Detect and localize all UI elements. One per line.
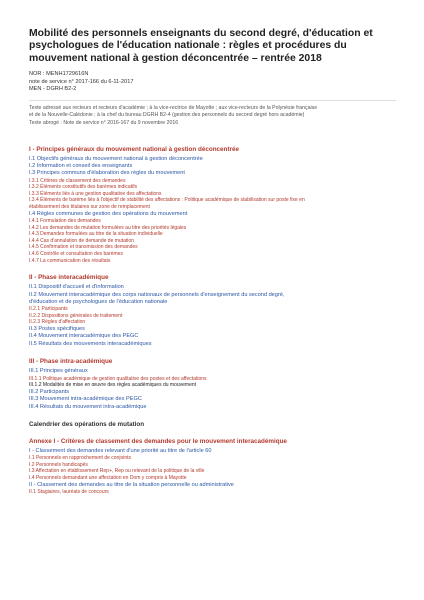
toc-sublink[interactable]: I.4.5 Confirmation et transmission des demandes bbox=[29, 244, 138, 251]
toc-sublink[interactable]: I.4.3 Demandes formulées au titre de la situation individuelle bbox=[29, 231, 163, 238]
spacer bbox=[29, 128, 396, 136]
document-meta bbox=[29, 71, 396, 94]
toc-link[interactable]: I.4 Règles communes de gestion des opérations du mouvement bbox=[29, 210, 188, 217]
section-item-list bbox=[29, 156, 396, 265]
toc-link[interactable]: II.2 Mouvement interacadémique des corps nationaux de personnels d'enseignement du second degré, bbox=[29, 291, 285, 298]
toc-sublink[interactable]: I.4 Personnels demandant une affectation en Dom y compris à Mayotte bbox=[29, 475, 187, 482]
toc-link[interactable]: III.2 Participants bbox=[29, 388, 70, 395]
toc-sublink[interactable]: II.2.1 Participants bbox=[29, 306, 68, 313]
document-intro bbox=[29, 105, 396, 128]
section-heading[interactable]: III - Phase intra-académique bbox=[29, 358, 113, 366]
toc-link[interactable]: II - Classement des demandes au titre de la situation personnelle ou administrative bbox=[29, 481, 234, 488]
toc-sublink[interactable]: I.3 Affectation en établissement Rep+, Rep ou relevant de la politique de la ville bbox=[29, 468, 205, 475]
section-item-list bbox=[29, 448, 396, 496]
toc-sublink[interactable]: I.3.2 Éléments constitutifs des barèmes indicatifs bbox=[29, 184, 138, 191]
toc-link[interactable]: I.3 Principes communs d'élaboration des règles du mouvement bbox=[29, 170, 185, 177]
toc-sublink[interactable]: I.2 Personnels handicapés bbox=[29, 461, 88, 468]
toc-sublink[interactable]: III.1.2 Modalités de mise en œuvre des règles académiques du mouvement bbox=[29, 382, 197, 389]
toc-sublink[interactable]: II.2.2 Dispositions générales de traitement bbox=[29, 312, 123, 319]
nor-reference: NOR : MENH1729616N bbox=[29, 70, 89, 77]
issuer-reference: MEN - DGRH B2-2 bbox=[29, 86, 77, 93]
toc-sublink[interactable]: I.4.6 Contrôle et consultation des barèmes bbox=[29, 250, 123, 257]
toc-link[interactable]: III.1 Principes généraux bbox=[29, 368, 88, 375]
toc-link[interactable]: III.4 Résultats du mouvement intra-académique bbox=[29, 403, 147, 410]
toc-link[interactable]: II.4 Mouvement interacadémique des PEGC bbox=[29, 333, 139, 340]
toc-link[interactable]: I.2 Information et conseil des enseignants bbox=[29, 162, 133, 169]
toc-sublink[interactable]: I.3.3 Éléments liés à une gestion qualitative des affectations bbox=[29, 190, 162, 197]
toc-link[interactable]: I - Classement des demandes relevant d'une priorité au titre de l'article 60 bbox=[29, 447, 212, 454]
toc-sublink[interactable]: I.4.4 Cas d'annulation de demande de mutation bbox=[29, 237, 134, 244]
note-reference: note de service n° 2017-166 du 6-11-2017 bbox=[29, 78, 134, 85]
toc-sublink[interactable]: I.3.1 Critères de classement des demandes bbox=[29, 177, 126, 184]
toc-sublink[interactable]: I.4.2 Les demandes de mutation formulées au titre des priorités légales bbox=[29, 224, 187, 231]
toc-sublink[interactable]: I.1 Personnels en rapprochement de conjoints bbox=[29, 455, 132, 462]
section-heading[interactable]: I - Principes généraux du mouvement national à gestion déconcentrée bbox=[29, 145, 239, 153]
header-divider bbox=[29, 100, 396, 101]
toc-sublink[interactable]: I.4.7 La communication des résultats bbox=[29, 257, 111, 264]
toc-sublink[interactable]: II.1 Stagiaires, lauréats de concours bbox=[29, 489, 109, 496]
intro-line: et de la Nouvelle-Calédonie ; à la chef du bureau DGRH B2-4 (gestion des personnels du second degré hors académie) bbox=[29, 112, 305, 119]
toc-sublink[interactable]: I.3.4 Éléments de barème liés à l'objectif de stabilité des affectations : Politique académique de stabilisation sur poste fixe en bbox=[29, 197, 305, 204]
section-item-list bbox=[29, 284, 396, 348]
toc-link[interactable]: d'éducation et de psychologues de l'éducation nationale bbox=[29, 298, 168, 305]
toc-sublink[interactable]: II.2.3 Règles d'affectation bbox=[29, 319, 86, 326]
toc-link[interactable]: II.1 Dispositif d'accueil et d'information bbox=[29, 284, 124, 291]
toc-link[interactable]: III.3 Mouvement intra-académique des PEGC bbox=[29, 396, 142, 403]
intro-line: Texte adressé aux recteurs et recteurs d'académie ; à la vice-rectrice de Mayotte ; aux vice-recteurs de la Polynésie française bbox=[29, 104, 318, 111]
toc-link[interactable]: I.1 Objectifs généraux du mouvement national à gestion déconcentrée bbox=[29, 155, 203, 162]
document-title: Mobilité des personnels enseignants du second degré, d'éducation et psychologues de l'éducation nationale : règles et procédures du mouvement national à gestion déconcentrée – rentrée 2018 bbox=[29, 28, 373, 64]
section-heading[interactable]: Annexe I - Critères de classement des demandes pour le mouvement interacadémique bbox=[29, 437, 287, 445]
toc-sublink[interactable]: établissement des titulaires sur zone de remplacement bbox=[29, 204, 150, 211]
toc-link[interactable]: II.3 Postes spécifiques bbox=[29, 326, 85, 333]
section-heading[interactable]: Calendrier des opérations de mutation bbox=[29, 420, 145, 428]
toc-sublink[interactable]: I.4.1 Formulation des demandes bbox=[29, 218, 101, 225]
table-of-contents bbox=[29, 146, 396, 496]
toc-sublink[interactable]: III.1.1 Politique académique de gestion qualitative des postes et des affectations bbox=[29, 375, 207, 382]
intro-line: Texte abrogé : Note de service n° 2016-167 du 9 novembre 2016 bbox=[29, 120, 179, 127]
section-item-list bbox=[29, 368, 396, 411]
toc-link[interactable]: II.5 Résultats des mouvements interacadémiques bbox=[29, 340, 152, 347]
section-heading[interactable]: II - Phase interacadémique bbox=[29, 274, 109, 282]
